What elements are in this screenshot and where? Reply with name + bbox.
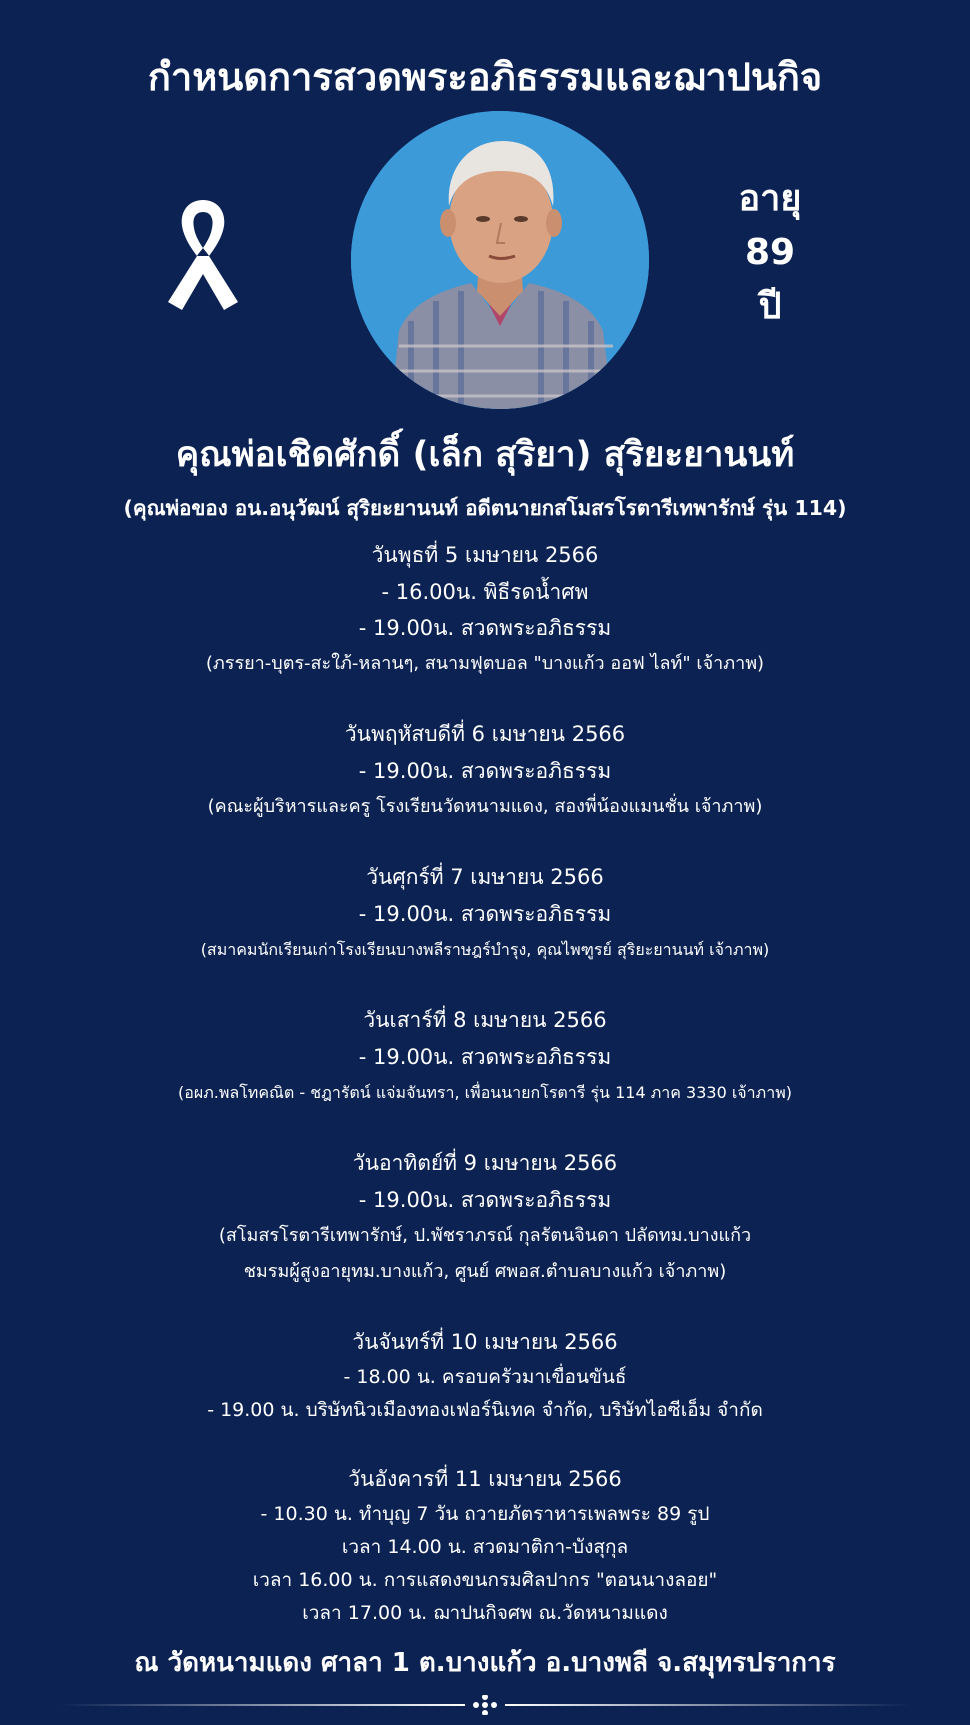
event-item: - 19.00น. สวดพระอภิธรรม (358, 759, 612, 783)
host-line: (สมาคมนักเรียนเก่าโรงเรียนบางพลีราษฎร์บำรุง, คุณไพฑูรย์ สุริยะยานนท์ เจ้าภาพ) (200, 940, 770, 959)
schedule-day (0, 716, 970, 825)
event-item: - 19.00น. สวดพระอภิธรรม (358, 616, 612, 640)
schedule-day (0, 1002, 970, 1111)
day-heading: วันพุธที่ 5 เมษายน 2566 (371, 543, 599, 567)
host-line: (อผภ.พลโทคณิต - ชฎารัตน์ แจ่มจันทรา, เพื่อนนายกโรตารี รุ่น 114 ภาค 3330 เจ้าภาพ) (178, 1083, 792, 1102)
event-item: - 19.00น. สวดพระอภิธรรม (358, 1045, 612, 1069)
schedule-day (0, 1324, 970, 1427)
deceased-relation: (คุณพ่อของ อน.อนุวัฒน์ สุริยะยานนท์ อดีตนายกสโมสรโรตารีเทพารักษ์ รุ่น 114) (123, 496, 847, 520)
host-line: (ภรรยา-บุตร-สะใภ้-หลานๆ, สนามฟุตบอล "บางแก้ว ออฟ ไลท์" เจ้าภาพ) (205, 653, 765, 674)
event-item: เวลา 16.00 น. การแสดงขนกรมศิลปากร "ตอนนางลอย" (252, 1569, 718, 1591)
event-item: - 10.30 น. ทำบุญ 7 วัน ถวายภัตราหารเพลพระ 89 รูป (260, 1503, 710, 1525)
schedule-day (0, 859, 970, 968)
event-item: - 16.00น. พิธีรดน้ำศพ (381, 580, 589, 604)
day-heading: วันศุกร์ที่ 7 เมษายน 2566 (366, 865, 604, 889)
day-heading: วันเสาร์ที่ 8 เมษายน 2566 (363, 1008, 607, 1032)
deceased-name: คุณพ่อเชิดศักดิ์ (เล็ก สุริยา) สุริยะยานนท์ (175, 435, 795, 475)
event-item: - 19.00น. สวดพระอภิธรรม (358, 1188, 612, 1212)
age-block (700, 172, 840, 334)
day-heading: วันอังคารที่ 11 เมษายน 2566 (348, 1467, 622, 1491)
schedule-day (0, 1461, 970, 1630)
event-item: เวลา 14.00 น. สวดมาติกา-บังสุกุล (341, 1536, 629, 1558)
deceased-portrait (351, 111, 649, 409)
host-line: (คณะผู้บริหารและครู โรงเรียนวัดหนามแดง, สองพี่น้องแมนชั่น เจ้าภาพ) (207, 796, 763, 817)
day-heading: วันจันทร์ที่ 10 เมษายน 2566 (352, 1330, 618, 1354)
event-item: เวลา 17.00 น. ฌาปนกิจศพ ณ.วัดหนามแดง (302, 1602, 668, 1624)
event-item: - 19.00 น. บริษัทนิวเมืองทองเฟอร์นิเทค จำกัด, บริษัทไอซีเอ็ม จำกัด (207, 1399, 763, 1421)
day-heading: วันพฤหัสบดีที่ 6 เมษายน 2566 (344, 722, 626, 746)
schedule-list (0, 537, 970, 1630)
page-title: กำหนดการสวดพระอภิธรรมและฌาปนกิจ (147, 55, 823, 99)
day-heading: วันอาทิตย์ที่ 9 เมษายน 2566 (352, 1151, 618, 1175)
age-value: 89 (744, 232, 796, 273)
ornament-divider-icon (60, 1695, 910, 1715)
schedule-day (0, 537, 970, 682)
age-unit: ปี (758, 286, 782, 327)
host-line: ชมรมผู้สูงอายุทม.บางแก้ว, ศูนย์ ศพอส.ตำบลบางแก้ว เจ้าภาพ) (243, 1261, 727, 1282)
host-line: (สโมสรโรตารีเทพารักษ์, ป.พัชราภรณ์ กุลรัตนจินดา ปลัดทม.บางแก้ว (218, 1225, 752, 1246)
age-label: อายุ (738, 178, 802, 219)
venue-footer: ณ วัดหนามแดง ศาลา 1 ต.บางแก้ว อ.บางพลี จ.สมุทรปราการ (134, 1648, 836, 1678)
event-item: - 19.00น. สวดพระอภิธรรม (358, 902, 612, 926)
event-item: - 18.00 น. ครอบครัวมาเขื่อนขันธ์ (343, 1366, 627, 1388)
mourning-ribbon-icon (158, 192, 248, 314)
schedule-day (0, 1145, 970, 1290)
